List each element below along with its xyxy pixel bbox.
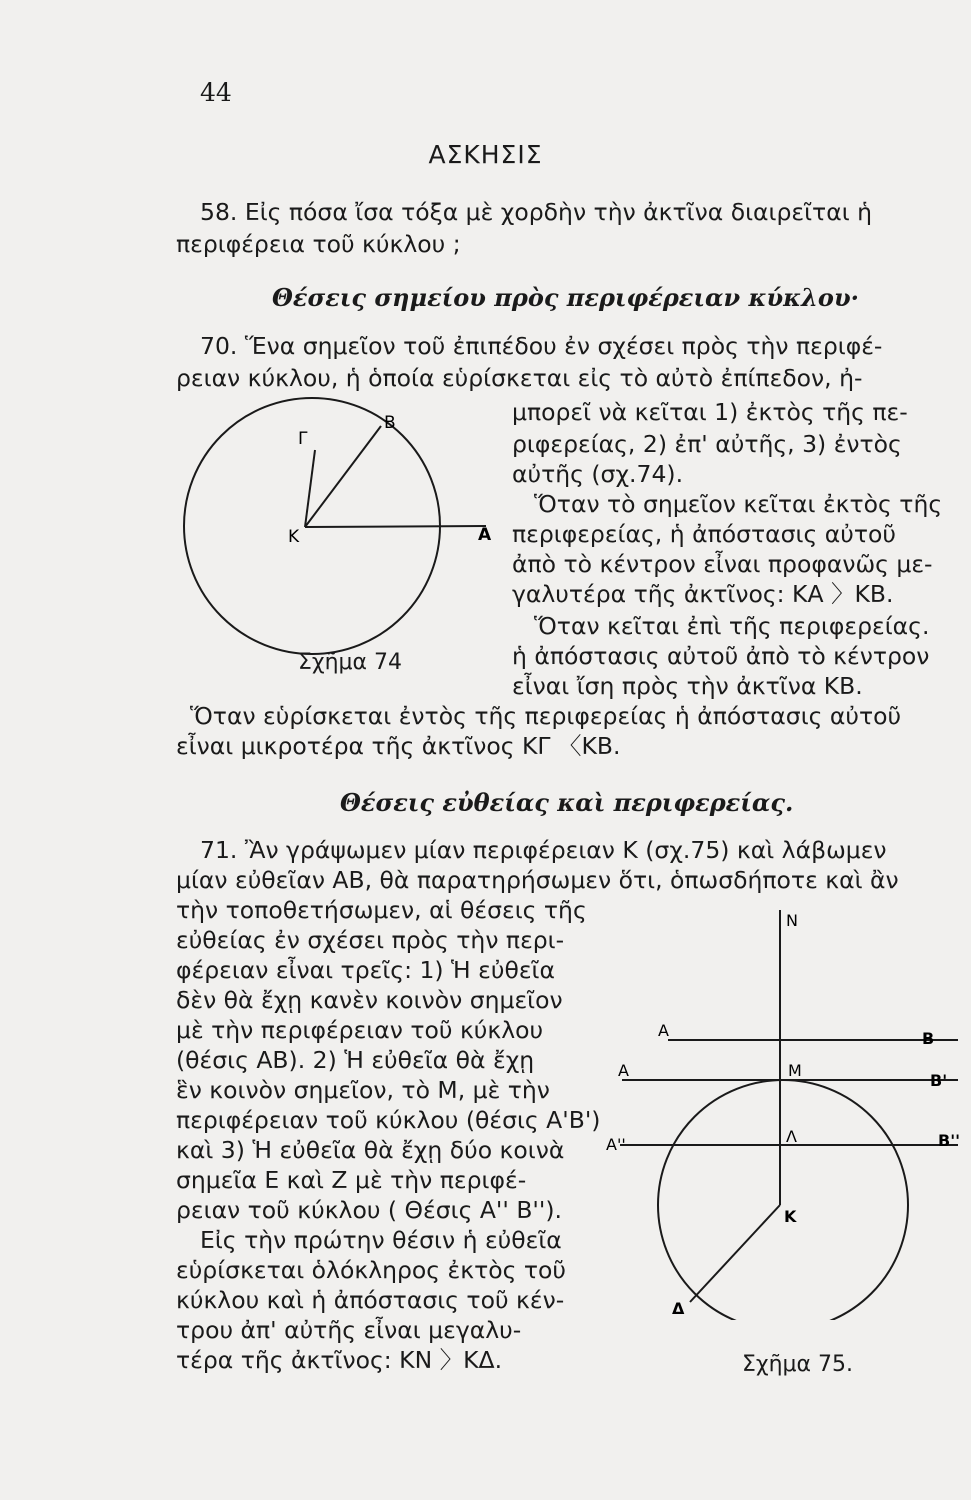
- fig75-label-n: Ν: [786, 911, 798, 930]
- figure-75: [600, 900, 970, 1320]
- para71-line: τέρα τῆς ἀκτῖνος: ΚΝ 〉ΚΔ.: [176, 1346, 503, 1374]
- para71-line: ρειαν τοῦ κύκλου ( Θέσις Α'' Β'').: [176, 1196, 562, 1224]
- para70-line: ριφερείας, 2) ἐπ' αὐτῆς, 3) ἐντὸς: [512, 430, 902, 458]
- para71-line: καὶ 3) Ἡ εὐθεῖα θὰ ἔχῃ δύο κοινὰ: [176, 1136, 565, 1164]
- section-title: ΑΣΚΗΣΙΣ: [428, 140, 543, 169]
- fig75-label-a1: Α: [618, 1061, 629, 1080]
- heading-point-positions: Θέσεις σημείου πρὸς περιφέρειαν κύκλου·: [272, 283, 859, 312]
- fig75-label-k: Κ: [784, 1207, 797, 1226]
- fig74-label-a: Α: [478, 525, 492, 545]
- para70-line: ἡ ἀπόστασις αὐτοῦ ἀπὸ τὸ κέντρον: [512, 642, 930, 670]
- para71-line: τὴν τοποθετήσωμεν, αἱ θέσεις τῆς: [176, 896, 587, 924]
- fig74-segment-kb: [305, 426, 381, 527]
- exercise-58-line: 58. Εἰς πόσα ἴσα τόξα μὲ χορδὴν τὴν ἀκτῖνα διαιρεῖται ἡ: [200, 198, 873, 226]
- fig74-label-center: Κ: [288, 527, 300, 547]
- figure-74: [168, 380, 508, 675]
- para71-line: ἓν κοινὸν σημεῖον, τὸ Μ, μὲ τὴν: [176, 1076, 550, 1104]
- fig74-label-g: Γ: [298, 429, 308, 449]
- fig75-label-b1: Β': [930, 1071, 948, 1090]
- para71-line: κύκλου καὶ ἡ ἀπόστασις τοῦ κέν-: [176, 1286, 565, 1314]
- para70-line: αὐτῆς (σχ.74).: [512, 460, 684, 488]
- para70-line: ρειαν κύκλου, ἡ ὁποία εὑρίσκεται εἰς τὸ αὐτὸ ἐπίπεδον, ἠ-: [176, 364, 863, 392]
- fig74-label-b: Β: [384, 413, 396, 433]
- para70-line: γαλυτέρα τῆς ἀκτῖνος: ΚΑ 〉ΚΒ.: [512, 580, 894, 608]
- para70-line: Ὅταν κεῖται ἐπὶ τῆς περιφερείας.: [534, 612, 930, 640]
- para71-line: τρου ἀπ' αὐτῆς εἶναι μεγαλυ-: [176, 1316, 522, 1344]
- para71-line: (θέσις ΑΒ). 2) Ἡ εὐθεῖα θὰ ἔχῃ: [176, 1046, 535, 1074]
- para70-line: εἶναι ἴση πρὸς τὴν ἀκτῖνα ΚΒ.: [512, 672, 863, 700]
- para71-line: μὲ τὴν περιφέρειαν τοῦ κύκλου: [176, 1016, 544, 1044]
- fig75-label-l: Λ: [786, 1127, 797, 1146]
- exercise-58-line: περιφέρεια τοῦ κύκλου ;: [176, 230, 461, 258]
- para71-line: Εἰς τὴν πρώτην θέσιν ἡ εὐθεῖα: [200, 1226, 562, 1254]
- para71-line: εὐθείας ἐν σχέσει πρὸς τὴν περι-: [176, 926, 565, 954]
- para71-line: σημεῖα Ε καὶ Ζ μὲ τὴν περιφέ-: [176, 1166, 527, 1194]
- para70-line: περιφερείας, ἡ ἀπόστασις αὐτοῦ: [512, 520, 896, 548]
- fig75-label-a: Α: [658, 1021, 669, 1040]
- fig75-label-d: Δ: [672, 1299, 685, 1318]
- fig75-segment-kd: [690, 1205, 780, 1302]
- para70-line: Ὅταν εὑρίσκεται ἐντὸς τῆς περιφερείας ἡ ἀπόστασις αὐτοῦ: [190, 702, 902, 730]
- para70-line: ἀπὸ τὸ κέντρον εἶναι προφανῶς με-: [512, 550, 933, 578]
- fig74-segment-ka: [305, 526, 486, 527]
- heading-line-positions: Θέσεις εὐθείας καὶ περιφερείας.: [340, 788, 794, 817]
- para71-line: φέρειαν εἶναι τρεῖς: 1) Ἡ εὐθεῖα: [176, 956, 555, 984]
- figure-74-caption: Σχῆμα 74: [298, 650, 403, 675]
- para71-line: περιφέρειαν τοῦ κύκλου (θέσις Α'Β'): [176, 1106, 601, 1134]
- para70-line: 70. Ἕνα σημεῖον τοῦ ἐπιπέδου ἐν σχέσει πρὸς τὴν περιφέ-: [200, 332, 883, 360]
- para71-line: 71. Ἂν γράψωμεν μίαν περιφέρειαν Κ (σχ.75) καὶ λάβωμεν: [200, 836, 887, 864]
- para71-line: μίαν εὐθεῖαν ΑΒ, θὰ παρατηρήσωμεν ὅτι, ὁπωσδήποτε καὶ ἂν: [176, 866, 899, 894]
- figure-75-caption: Σχῆμα 75.: [742, 1352, 854, 1377]
- fig75-label-b2: Β'': [938, 1131, 960, 1150]
- fig75-label-a2: Α'': [606, 1135, 626, 1154]
- page-number: 44: [200, 78, 232, 107]
- para70-line: μπορεῖ νὰ κεῖται 1) ἐκτὸς τῆς πε-: [512, 398, 908, 426]
- fig75-label-b: Β: [922, 1029, 935, 1048]
- para70-line: Ὅταν τὸ σημεῖον κεῖται ἐκτὸς τῆς: [534, 490, 943, 518]
- para70-line: εἶναι μικροτέρα τῆς ἀκτῖνος ΚΓ 〈ΚΒ.: [176, 732, 621, 760]
- fig75-label-m: Μ: [788, 1061, 802, 1080]
- fig75-circle: [658, 1080, 908, 1320]
- para71-line: δὲν θὰ ἔχῃ κανὲν κοινὸν σημεῖον: [176, 986, 563, 1014]
- para71-line: εὑρίσκεται ὁλόκληρος ἐκτὸς τοῦ: [176, 1256, 567, 1284]
